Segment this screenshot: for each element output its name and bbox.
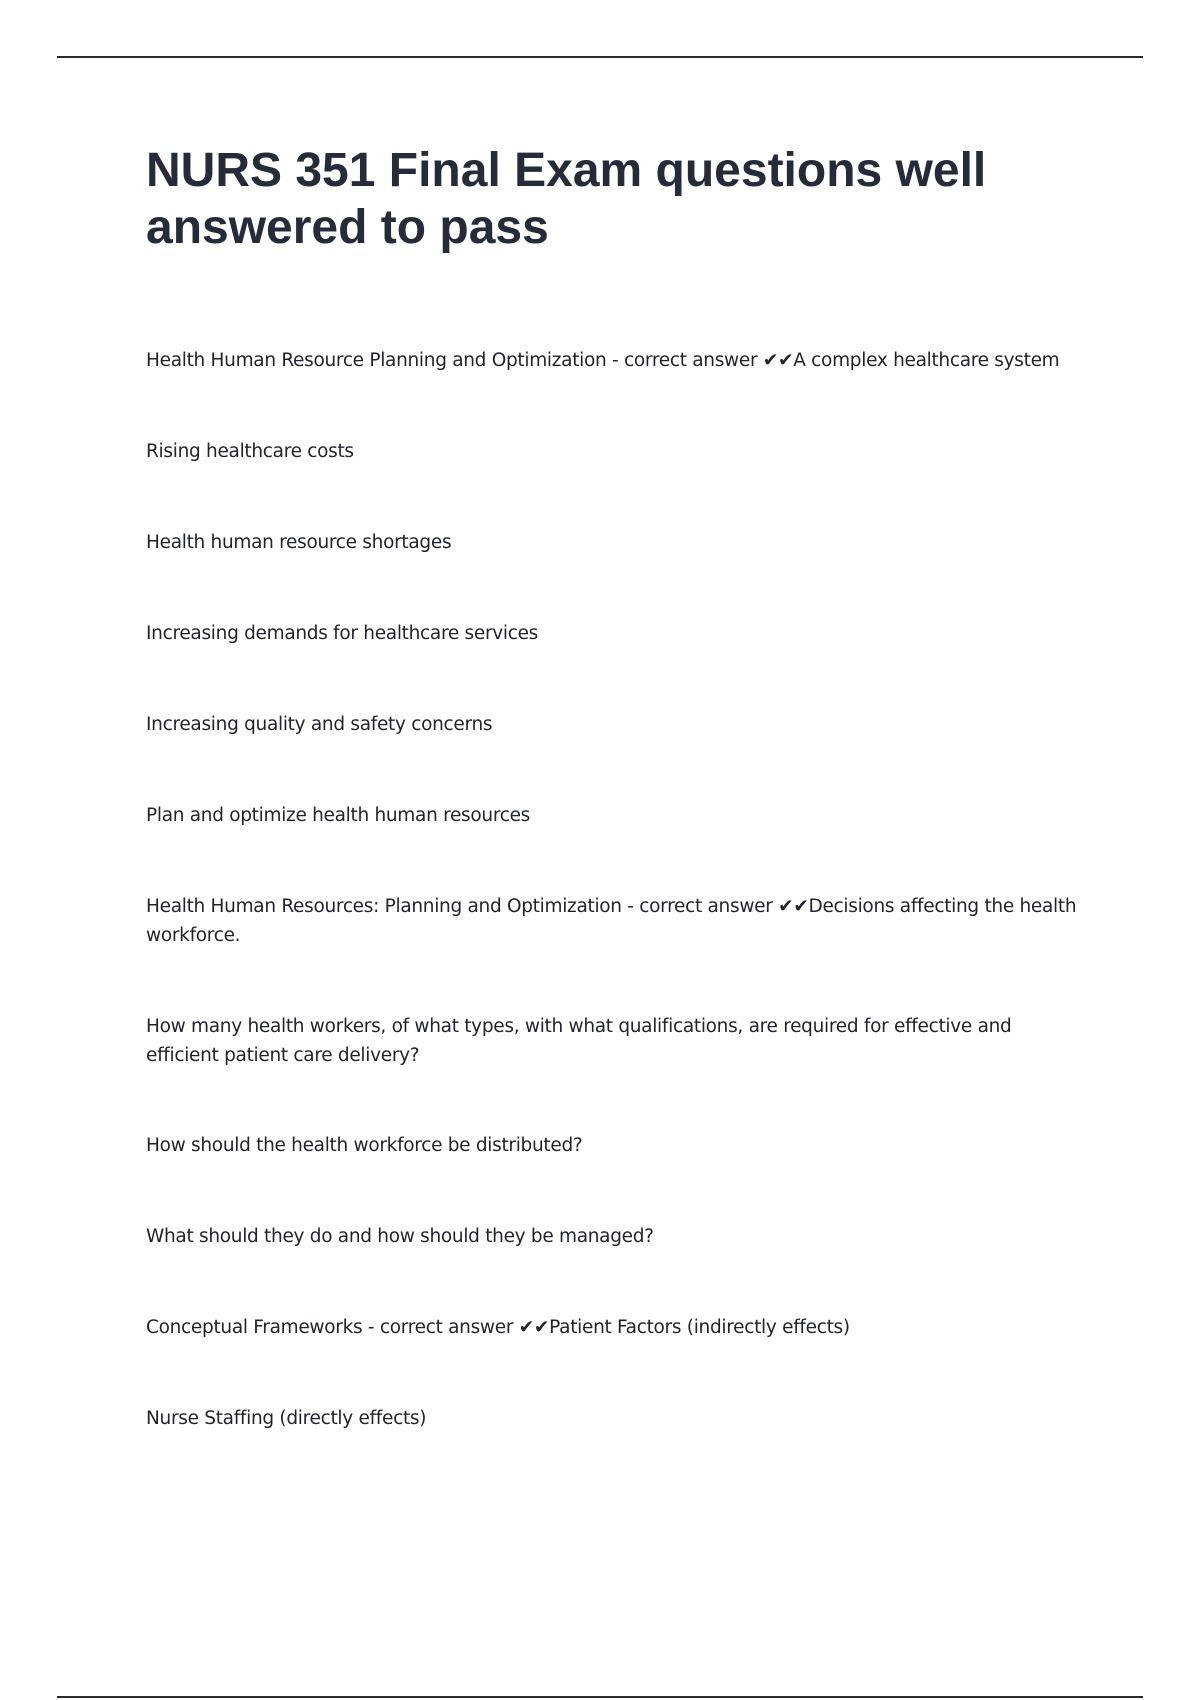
- header-rule: [57, 56, 1143, 58]
- paragraph: How should the health workforce be distributed?: [146, 1135, 583, 1156]
- document-title: NURS 351 Final Exam questions well answered to pass: [146, 144, 987, 254]
- paragraph: Increasing demands for healthcare services: [146, 623, 539, 644]
- paragraph: Health Human Resources: Planning and Optimization - correct answer ✔✔Decisions affecting the health workforce.: [146, 896, 1077, 946]
- footer-rule: [57, 1696, 1143, 1698]
- paragraph: How many health workers, of what types, with what qualifications, are required for effective and efficient patient care delivery?: [146, 1016, 1012, 1066]
- paragraph: Rising healthcare costs: [146, 441, 354, 462]
- paragraph: Health human resource shortages: [146, 532, 452, 553]
- paragraph: Plan and optimize health human resources: [146, 805, 531, 826]
- paragraph: Conceptual Frameworks - correct answer ✔✔Patient Factors (indirectly effects): [146, 1317, 850, 1338]
- paragraph: Health Human Resource Planning and Optimization - correct answer ✔✔A complex healthcare system: [146, 350, 1060, 371]
- paragraph: What should they do and how should they be managed?: [146, 1226, 654, 1247]
- paragraph: Increasing quality and safety concerns: [146, 714, 493, 735]
- paragraph: Nurse Staffing (directly effects): [146, 1408, 427, 1429]
